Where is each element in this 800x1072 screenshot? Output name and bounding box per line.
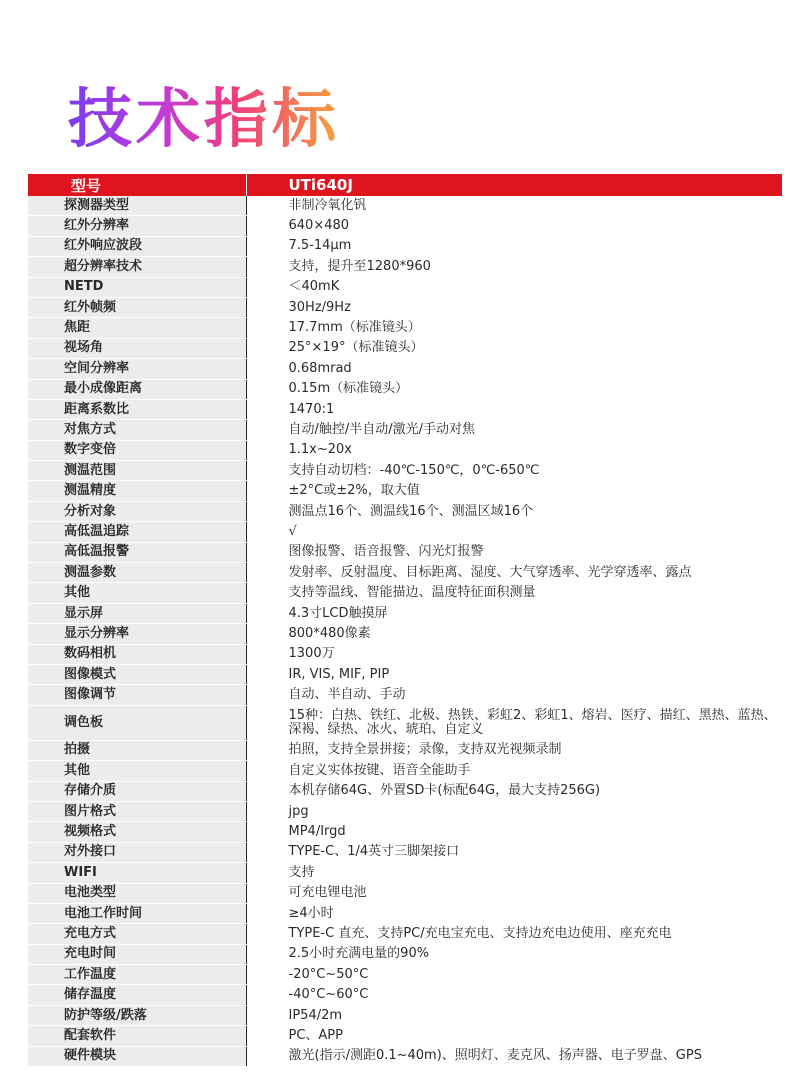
spec-row: [28, 740, 782, 760]
spec-value: 自定义实体按键、语音全能助手: [246, 761, 782, 781]
spec-key: 视场角: [28, 338, 246, 358]
spec-row: [28, 1026, 782, 1046]
spec-row: [28, 685, 782, 705]
spec-key: 调色板: [28, 705, 246, 740]
spec-table: [28, 174, 782, 1067]
spec-value: jpg: [246, 801, 782, 821]
spec-value: -40°C~60°C: [246, 985, 782, 1005]
spec-value: 发射率、反射温度、目标距离、湿度、大气穿透率、光学穿透率、露点: [246, 563, 782, 583]
spec-key: 工作温度: [28, 965, 246, 985]
spec-key: 图片格式: [28, 801, 246, 821]
spec-row: [28, 761, 782, 781]
spec-value: 拍照，支持全景拼接；录像，支持双光视频录制: [246, 740, 782, 760]
spec-value: ±2°C或±2%，取大值: [246, 481, 782, 501]
spec-row: [28, 1005, 782, 1025]
spec-key: 数字变倍: [28, 440, 246, 460]
spec-value: 测温点16个、测温线16个、测温区域16个: [246, 501, 782, 521]
spec-row: [28, 563, 782, 583]
spec-key: 配套软件: [28, 1026, 246, 1046]
spec-key: 测温精度: [28, 481, 246, 501]
spec-value: -20°C~50°C: [246, 965, 782, 985]
spec-value: 自动/触控/半自动/激光/手动对焦: [246, 420, 782, 440]
spec-row: [28, 965, 782, 985]
spec-value: PC、APP: [246, 1026, 782, 1046]
spec-key: WIFI: [28, 863, 246, 883]
spec-value: ≥4小时: [246, 903, 782, 923]
spec-value: TYPE-C、1/4英寸三脚架接口: [246, 842, 782, 862]
spec-row: [28, 664, 782, 684]
spec-key: NETD: [28, 277, 246, 297]
spec-row: [28, 603, 782, 623]
spec-value: 15种：白热、铁红、北极、热铁、彩虹2、彩虹1、熔岩、医疗、描红、黑热、蓝热、深褐、绿热、冰火、琥珀、自定义: [246, 705, 782, 740]
spec-row: [28, 583, 782, 603]
spec-value: 0.15m（标准镜头）: [246, 379, 782, 399]
spec-key: 最小成像距离: [28, 379, 246, 399]
spec-row: [28, 781, 782, 801]
spec-value: 支持等温线、智能描边、温度特征面积测量: [246, 583, 782, 603]
spec-row: [28, 399, 782, 419]
spec-row: [28, 842, 782, 862]
spec-key: 充电方式: [28, 924, 246, 944]
spec-key: 视频格式: [28, 822, 246, 842]
spec-table-header: [28, 174, 782, 196]
spec-value: 7.5-14μm: [246, 236, 782, 256]
spec-value: 激光(指示/测距0.1~40m)、照明灯、麦克风、扬声器、电子罗盘、GPS: [246, 1046, 782, 1066]
spec-key: 储存温度: [28, 985, 246, 1005]
spec-key: 探测器类型: [28, 196, 246, 216]
spec-key: 红外响应波段: [28, 236, 246, 256]
spec-value: 800*480像素: [246, 624, 782, 644]
spec-key: 超分辨率技术: [28, 257, 246, 277]
header-model-label: 型号: [28, 174, 246, 196]
spec-row: [28, 883, 782, 903]
spec-key: 存储介质: [28, 781, 246, 801]
spec-value: 2.5小时充满电量的90%: [246, 944, 782, 964]
spec-value: 640×480: [246, 216, 782, 236]
spec-value: 本机存储64G、外置SD卡(标配64G，最大支持256G): [246, 781, 782, 801]
spec-key: 焦距: [28, 318, 246, 338]
spec-row: [28, 420, 782, 440]
spec-value: 0.68mrad: [246, 359, 782, 379]
spec-key: 拍摄: [28, 740, 246, 760]
spec-row: [28, 318, 782, 338]
spec-row: [28, 297, 782, 317]
spec-value: IP54/2m: [246, 1005, 782, 1025]
spec-value: 支持: [246, 863, 782, 883]
spec-value: ＜40mK: [246, 277, 782, 297]
spec-row: [28, 644, 782, 664]
spec-row: [28, 522, 782, 542]
spec-row: [28, 216, 782, 236]
spec-key: 高低温追踪: [28, 522, 246, 542]
spec-row: [28, 379, 782, 399]
spec-key: 数码相机: [28, 644, 246, 664]
spec-key: 红外帧频: [28, 297, 246, 317]
spec-value: IR, VIS, MIF, PIP: [246, 664, 782, 684]
spec-key: 对焦方式: [28, 420, 246, 440]
spec-row: [28, 481, 782, 501]
spec-row: [28, 903, 782, 923]
spec-key: 电池类型: [28, 883, 246, 903]
spec-value: 1470:1: [246, 399, 782, 419]
spec-key: 分析对象: [28, 501, 246, 521]
spec-value: TYPE-C 直充、支持PC/充电宝充电、支持边充电边使用、座充充电: [246, 924, 782, 944]
spec-value: 可充电锂电池: [246, 883, 782, 903]
header-model-value: UTi640J: [246, 174, 782, 196]
spec-row: [28, 705, 782, 740]
spec-row: [28, 624, 782, 644]
spec-row: [28, 1046, 782, 1066]
spec-key: 图像模式: [28, 664, 246, 684]
spec-value: 支持自动切档：-40℃-150℃，0℃-650℃: [246, 461, 782, 481]
spec-table-body: [28, 196, 782, 1067]
spec-key: 测温范围: [28, 461, 246, 481]
page-title: 技术指标: [68, 80, 340, 160]
spec-key: 红外分辨率: [28, 216, 246, 236]
spec-value: √: [246, 522, 782, 542]
spec-value: 1300万: [246, 644, 782, 664]
spec-row: [28, 985, 782, 1005]
spec-row: [28, 461, 782, 481]
spec-row: [28, 501, 782, 521]
spec-value: MP4/Irgd: [246, 822, 782, 842]
spec-value: 4.3寸LCD触摸屏: [246, 603, 782, 623]
spec-key: 防护等级/跌落: [28, 1005, 246, 1025]
spec-key: 充电时间: [28, 944, 246, 964]
spec-row: [28, 236, 782, 256]
spec-value: 25°×19°（标准镜头）: [246, 338, 782, 358]
spec-key: 距离系数比: [28, 399, 246, 419]
spec-row: [28, 863, 782, 883]
spec-key: 显示屏: [28, 603, 246, 623]
spec-value: 非制冷氧化钒: [246, 196, 782, 216]
spec-row: [28, 944, 782, 964]
spec-row: [28, 440, 782, 460]
spec-key: 图像调节: [28, 685, 246, 705]
spec-row: [28, 338, 782, 358]
spec-key: 对外接口: [28, 842, 246, 862]
spec-row: [28, 257, 782, 277]
spec-row: [28, 542, 782, 562]
spec-row: [28, 822, 782, 842]
spec-value: 自动、半自动、手动: [246, 685, 782, 705]
spec-key: 电池工作时间: [28, 903, 246, 923]
spec-value: 支持，提升至1280*960: [246, 257, 782, 277]
spec-key: 空间分辨率: [28, 359, 246, 379]
spec-row: [28, 359, 782, 379]
spec-row: [28, 277, 782, 297]
spec-key: 显示分辨率: [28, 624, 246, 644]
spec-key: 测温参数: [28, 563, 246, 583]
spec-row: [28, 801, 782, 821]
spec-row: [28, 924, 782, 944]
spec-value: 30Hz/9Hz: [246, 297, 782, 317]
spec-key: 硬件模块: [28, 1046, 246, 1066]
spec-value: 图像报警、语音报警、闪光灯报警: [246, 542, 782, 562]
spec-key: 高低温报警: [28, 542, 246, 562]
spec-value: 1.1x~20x: [246, 440, 782, 460]
spec-value: 17.7mm（标准镜头）: [246, 318, 782, 338]
spec-key: 其他: [28, 761, 246, 781]
spec-row: [28, 196, 782, 216]
spec-key: 其他: [28, 583, 246, 603]
